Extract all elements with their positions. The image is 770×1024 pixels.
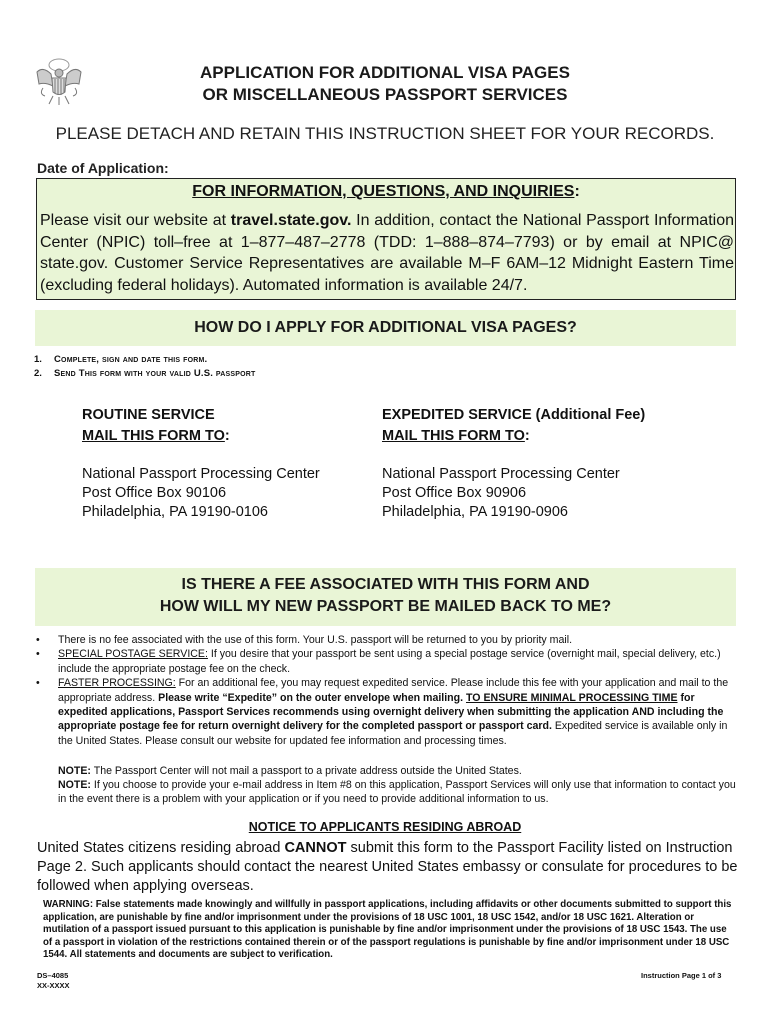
expedited-service-title: EXPEDITED SERVICE (Additional Fee) xyxy=(382,407,646,423)
form-title-line2: OR MISCELLANEOUS PASSPORT SERVICES xyxy=(202,85,568,104)
routine-service-title: ROUTINE SERVICE xyxy=(82,407,215,423)
list-item: 1. Complete, sign and date this form. xyxy=(34,354,208,365)
section-heading-visa-pages: HOW DO I APPLY FOR ADDITIONAL VISA PAGES? xyxy=(35,310,736,346)
note-2: NOTE: If you choose to provide your e-mail address in Item #8 on this application, Passport Services will only use that information to contact you in the event there is a problem with your application or if you need to provide additional information to us. xyxy=(58,779,736,806)
date-of-application-label: Date of Application: xyxy=(37,160,169,176)
expedited-service-block xyxy=(382,405,645,447)
page-number: Instruction Page 1 of 3 xyxy=(641,971,722,980)
info-heading: FOR INFORMATION, QUESTIONS, AND INQUIRIES: xyxy=(192,183,580,200)
form-title-line1: APPLICATION FOR ADDITIONAL VISA PAGES xyxy=(200,63,570,82)
list-item: • There is no fee associated with the use of this form. Your U.S. passport will be returned to you by priority mail. xyxy=(36,634,573,646)
info-box xyxy=(36,178,736,300)
abroad-heading: NOTICE TO APPLICANTS RESIDING ABROAD xyxy=(248,820,522,834)
form-code: XX-XXXX xyxy=(37,981,70,990)
steps-list xyxy=(34,353,256,381)
list-item: • SPECIAL POSTAGE SERVICE: If you desire that your passport be sent using a special postage service (overnight mail, special delivery, etc.) include the appropriate postage fee on the check. xyxy=(36,648,721,675)
fee-bullets xyxy=(36,633,738,748)
expedited-mail-label: MAIL THIS FORM TO: xyxy=(382,428,530,444)
note-1: NOTE: The Passport Center will not mail a passport to a private address outside the United States. xyxy=(58,765,522,777)
website-link[interactable]: travel.state.gov. xyxy=(230,212,352,229)
warning-text: WARNING: False statements made knowingly and willfully in passport applications, including affidavits or other documents submitted to support this application, are punishable by fine and/or imprisonment under the provisions of 18 USC 1001, 18 USC 1542, and/or 18 USC 1621. Alteration or mutilation of a passport issued pursuant to this application is punishable by fine and/or imprisonment under the provisions of 18 USC 1543. The use of a passport in violation of the restrictions contained therein or of the passport regulations is punishable by fine and/or imprisonment under 18 USC 1544. All statements and documents are subject to verification. xyxy=(43,899,732,961)
routine-mail-label: MAIL THIS FORM TO: xyxy=(82,428,230,444)
section-heading-fee: IS THERE A FEE ASSOCIATED WITH THIS FORM AND HOW WILL MY NEW PASSPORT BE MAILED BACK TO ME? xyxy=(35,568,736,626)
expedited-address: National Passport Processing Center Post Office Box 90906 Philadelphia, PA 19190-0906 xyxy=(382,466,620,520)
info-text: Please visit our website at travel.state.gov. In addition, contact the National Passport Information Center (NPIC) toll–free at 1–877–487–2778 (TDD: 1–888–874–7793) or by email at NPIC@ state.gov. Customer Service Representatives are available M–F 6AM–12 Midnight Eastern Time (excluding federal holidays). Automated information is available 24/7. xyxy=(40,212,735,294)
routine-service-block xyxy=(82,405,230,447)
list-item: 2. Send This form with your valid U.S. passport xyxy=(34,368,256,379)
abroad-text: United States citizens residing abroad CANNOT submit this form to the Passport Facility listed on Instruction Page 2. Such applicants should contact the nearest United States embassy or consulate for procedures to be followed when applying overseas. xyxy=(37,840,738,894)
routine-address: National Passport Processing Center Post Office Box 90106 Philadelphia, PA 19190-0106 xyxy=(82,466,320,520)
form-number: DS–4085 xyxy=(37,971,69,980)
detach-instruction: PLEASE DETACH AND RETAIN THIS INSTRUCTION SHEET FOR YOUR RECORDS. xyxy=(55,124,715,143)
list-item: • FASTER PROCESSING: For an additional fee, you may request expedited service. Please include this fee with your application and mail to the appropriate address. Please write “Expedite” on the outer envelope when mailing. TO ENSURE MINIMAL PROCESSING TIME for expedited applications, Passport Services recommends using overnight delivery when submitting the application AND including the appropriate postage fee for return overnight delivery for the completed passport or passport card. Expedited service is available only in the United States. Please consult our website for updated fee information and processing times. xyxy=(36,677,729,747)
